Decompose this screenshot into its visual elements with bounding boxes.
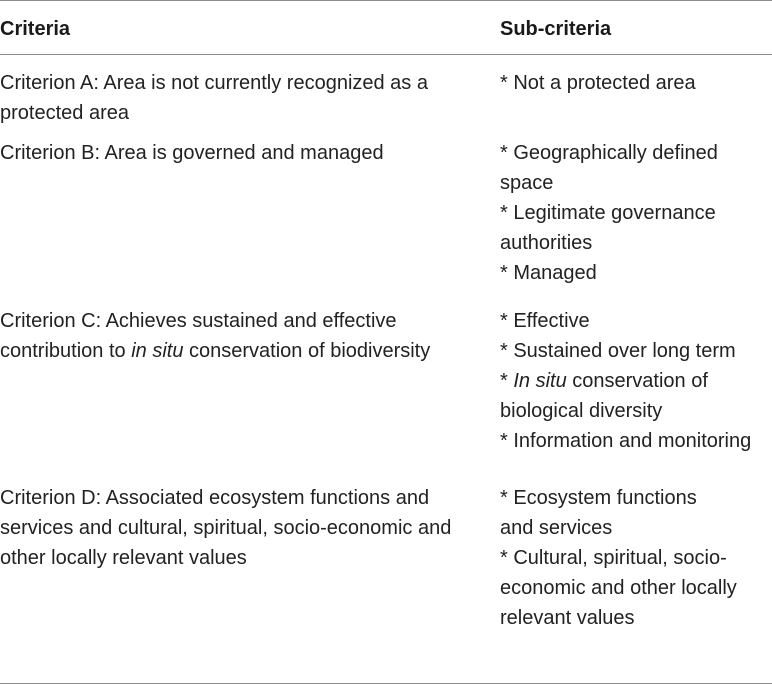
sub-criterion: * Information and monitoring <box>500 430 752 452</box>
criterion-text: conservation of biodiversity <box>183 340 431 362</box>
sub-criterion: * Ecosystem functions and services <box>500 487 697 539</box>
criterion-cell: Criterion A: Area is not currently recognized as a protected area <box>0 72 428 124</box>
sub-criterion: * Effective <box>500 310 590 332</box>
sub-criterion <box>500 366 740 426</box>
criterion-text: Criterion C: Achieves sustained and effective contribution to <box>0 310 397 362</box>
sub-criterion: * Cultural, spiritual, socio-economic and other locally relevant values <box>500 547 737 629</box>
criterion-italic: in situ <box>131 340 184 362</box>
table-header <box>0 1 772 55</box>
sub-criteria-cell <box>500 138 745 288</box>
sub-prefix: * <box>500 370 514 392</box>
sub-criterion: * Geographically defined space <box>500 142 718 194</box>
criterion-cell <box>0 306 475 366</box>
sub-italic: In situ <box>513 370 567 392</box>
sub-rest: conservation of biological diversity <box>500 370 708 422</box>
sub-criteria-cell <box>500 68 772 98</box>
sub-criterion: * Not a protected area <box>500 72 696 94</box>
sub-criteria-cell <box>500 306 772 456</box>
sub-criterion: * Managed <box>500 262 597 284</box>
criterion-cell: Criterion D: Associated ecosystem functions and services and cultural, spiritual, socio-economic and other locally relevant values <box>0 487 452 569</box>
header-sub-criteria: Sub-criteria <box>500 18 612 40</box>
header-criteria: Criteria <box>0 18 71 40</box>
sub-criterion: * Legitimate governance authorities <box>500 202 716 254</box>
sub-criteria-cell <box>500 483 762 633</box>
sub-criterion: * Sustained over long term <box>500 340 736 362</box>
criterion-cell: Criterion B: Area is governed and managed <box>0 142 384 164</box>
